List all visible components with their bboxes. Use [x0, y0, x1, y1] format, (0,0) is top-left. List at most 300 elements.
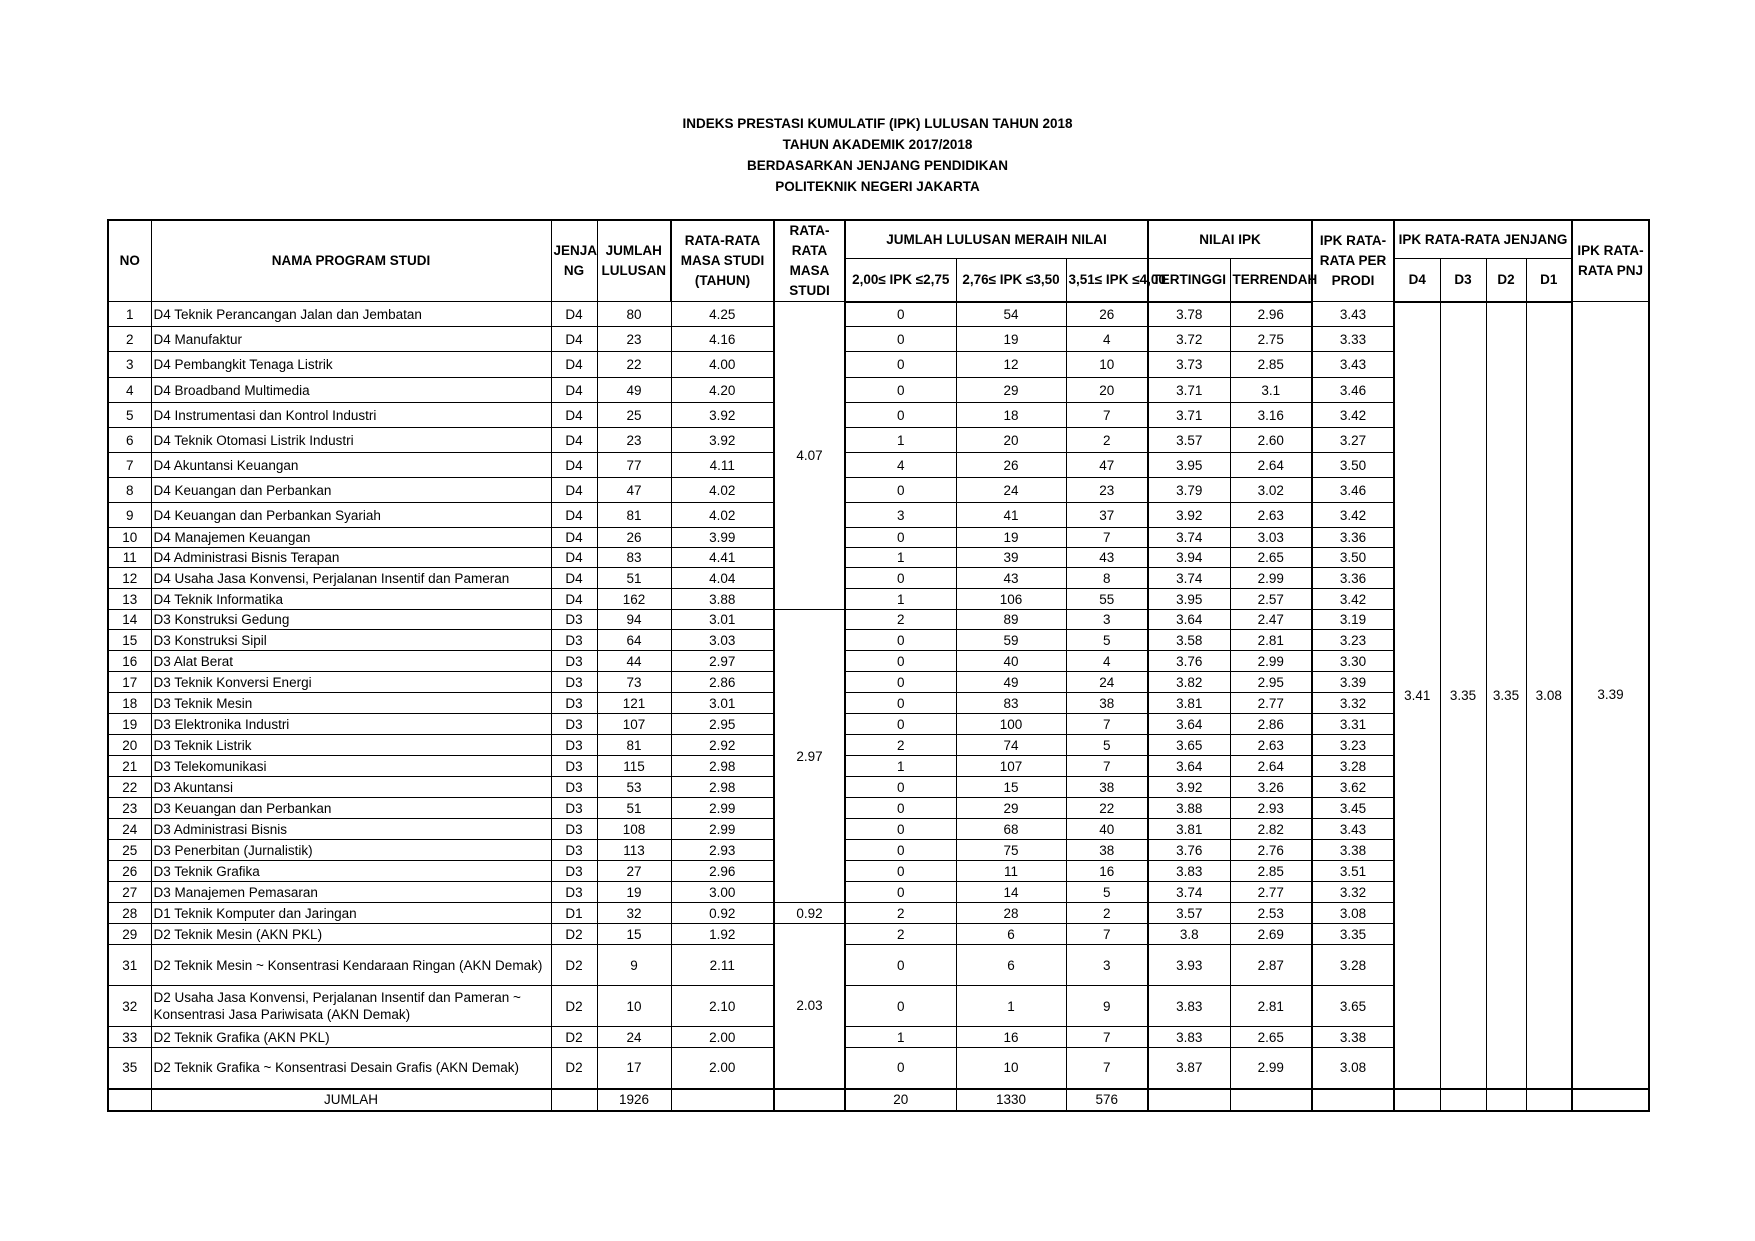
cell-r1: 1: [845, 548, 956, 568]
cell-jenjang: D3: [551, 756, 597, 777]
cell-nama-prodi: D3 Penerbitan (Jurnalistik): [151, 840, 551, 861]
cell-ipk: 3.43: [1312, 352, 1394, 378]
cell-ipk: 3.36: [1312, 568, 1394, 589]
cell-rendah: 2.75: [1230, 327, 1312, 352]
cell-rata-masa-studi: 0.92: [671, 903, 774, 924]
title-line-2: TAHUN AKADEMIK 2017/2018: [782, 137, 973, 152]
cell-jenjang: D4: [551, 428, 597, 453]
total-range-3: 576: [1066, 1089, 1148, 1111]
cell-rendah: 2.82: [1230, 819, 1312, 840]
cell-rendah: 2.65: [1230, 1027, 1312, 1048]
cell-r2: 12: [956, 352, 1066, 378]
cell-rendah: 2.47: [1230, 610, 1312, 630]
cell-r3: 7: [1066, 1027, 1148, 1048]
cell-r3: 22: [1066, 798, 1148, 819]
cell-jumlah-lulusan: 51: [597, 798, 671, 819]
cell-r1: 0: [845, 327, 956, 352]
cell-jenjang: D3: [551, 672, 597, 693]
cell-no: 19: [108, 714, 151, 735]
header-range-2: 2,76≤ IPK ≤3,50: [956, 259, 1066, 302]
title-line-4: POLITEKNIK NEGERI JAKARTA: [775, 179, 980, 194]
cell-nama-prodi: D3 Konstruksi Sipil: [151, 630, 551, 651]
cell-tinggi: 3.74: [1148, 528, 1230, 548]
cell-r1: 2: [845, 903, 956, 924]
header-terrendah: TERRENDAH: [1230, 259, 1312, 302]
cell-r3: 7: [1066, 756, 1148, 777]
cell-nama-prodi: D2 Usaha Jasa Konvensi, Perjalanan Insentif dan Pameran ~ Konsentrasi Jasa Pariwisata (AKN Demak): [151, 986, 551, 1027]
cell-r3: 5: [1066, 735, 1148, 756]
total-d2-cell: [1486, 1089, 1526, 1111]
cell-ipk-jenjang-d1: 3.08: [1526, 302, 1572, 1089]
cell-tinggi: 3.87: [1148, 1048, 1230, 1089]
cell-jumlah-lulusan: 27: [597, 861, 671, 882]
cell-rata-masa-studi: 3.01: [671, 693, 774, 714]
cell-rendah: 2.64: [1230, 453, 1312, 478]
cell-ipk: 3.28: [1312, 945, 1394, 986]
cell-jenjang: D2: [551, 924, 597, 945]
cell-r3: 4: [1066, 651, 1148, 672]
cell-rata-masa-jenjang-d3: 2.97: [774, 610, 845, 903]
cell-rendah: 2.99: [1230, 568, 1312, 589]
table-row: [108, 302, 1649, 327]
cell-r1: 0: [845, 302, 956, 327]
cell-rata-masa-studi: 3.01: [671, 610, 774, 630]
total-terrendah-cell: [1230, 1089, 1312, 1111]
cell-rata-masa-studi: 2.97: [671, 651, 774, 672]
cell-jenjang: D2: [551, 945, 597, 986]
cell-r1: 1: [845, 428, 956, 453]
cell-ipk: 3.23: [1312, 735, 1394, 756]
cell-rata-masa-studi: 4.00: [671, 352, 774, 378]
cell-jumlah-lulusan: 162: [597, 589, 671, 610]
cell-r3: 7: [1066, 528, 1148, 548]
cell-rendah: 2.86: [1230, 714, 1312, 735]
cell-r3: 37: [1066, 503, 1148, 528]
cell-rendah: 2.77: [1230, 882, 1312, 903]
cell-rendah: 3.03: [1230, 528, 1312, 548]
cell-r1: 1: [845, 589, 956, 610]
cell-r1: 0: [845, 819, 956, 840]
cell-tinggi: 3.71: [1148, 378, 1230, 403]
cell-tinggi: 3.95: [1148, 589, 1230, 610]
total-ipk-cell: [1312, 1089, 1394, 1111]
cell-tinggi: 3.78: [1148, 302, 1230, 327]
cell-rata-masa-studi: 3.88: [671, 589, 774, 610]
cell-nama-prodi: D4 Broadband Multimedia: [151, 378, 551, 403]
cell-r2: 54: [956, 302, 1066, 327]
cell-ipk: 3.65: [1312, 986, 1394, 1027]
cell-nama-prodi: D3 Akuntansi: [151, 777, 551, 798]
cell-no: 31: [108, 945, 151, 986]
cell-no: 29: [108, 924, 151, 945]
cell-jenjang: D3: [551, 735, 597, 756]
cell-r1: 4: [845, 453, 956, 478]
cell-jumlah-lulusan: 94: [597, 610, 671, 630]
cell-r2: 107: [956, 756, 1066, 777]
cell-r1: 0: [845, 630, 956, 651]
cell-ipk: 3.33: [1312, 327, 1394, 352]
cell-ipk: 3.35: [1312, 924, 1394, 945]
cell-jenjang: D4: [551, 302, 597, 327]
cell-r3: 5: [1066, 882, 1148, 903]
cell-r2: 59: [956, 630, 1066, 651]
title-line-1: INDEKS PRESTASI KUMULATIF (IPK) LULUSAN TAHUN 2018: [682, 116, 1073, 131]
cell-ipk: 3.31: [1312, 714, 1394, 735]
cell-jumlah-lulusan: 113: [597, 840, 671, 861]
cell-rendah: 2.85: [1230, 861, 1312, 882]
cell-r3: 2: [1066, 903, 1148, 924]
cell-jenjang: D4: [551, 352, 597, 378]
cell-r3: 23: [1066, 478, 1148, 503]
cell-tinggi: 3.58: [1148, 630, 1230, 651]
cell-rata-masa-jenjang-d2: 2.03: [774, 924, 845, 1089]
cell-ipk: 3.08: [1312, 1048, 1394, 1089]
cell-ipk: 3.46: [1312, 478, 1394, 503]
cell-rata-masa-studi: 2.98: [671, 756, 774, 777]
cell-ipk: 3.42: [1312, 589, 1394, 610]
cell-r2: 20: [956, 428, 1066, 453]
cell-jumlah-lulusan: 108: [597, 819, 671, 840]
cell-jumlah-lulusan: 115: [597, 756, 671, 777]
cell-jenjang: D3: [551, 630, 597, 651]
cell-ipk: 3.30: [1312, 651, 1394, 672]
cell-r3: 3: [1066, 945, 1148, 986]
total-range-1: 20: [845, 1089, 956, 1111]
header-d2: D2: [1486, 259, 1526, 302]
cell-r2: 29: [956, 798, 1066, 819]
cell-rata-masa-studi: 2.00: [671, 1027, 774, 1048]
cell-tinggi: 3.88: [1148, 798, 1230, 819]
document-title-block: [0, 113, 1755, 197]
cell-jumlah-lulusan: 22: [597, 352, 671, 378]
cell-no: 20: [108, 735, 151, 756]
cell-jenjang: D4: [551, 378, 597, 403]
cell-ipk: 3.23: [1312, 630, 1394, 651]
cell-tinggi: 3.64: [1148, 714, 1230, 735]
cell-no: 28: [108, 903, 151, 924]
cell-tinggi: 3.81: [1148, 693, 1230, 714]
cell-ipk: 3.38: [1312, 1027, 1394, 1048]
total-label: JUMLAH: [151, 1089, 551, 1111]
cell-jumlah-lulusan: 19: [597, 882, 671, 903]
cell-nama-prodi: D4 Administrasi Bisnis Terapan: [151, 548, 551, 568]
cell-rendah: 3.26: [1230, 777, 1312, 798]
header-rata-masa: RATA-RATA MASA STUDI (TAHUN): [671, 220, 774, 302]
cell-ipk: 3.19: [1312, 610, 1394, 630]
cell-no: 25: [108, 840, 151, 861]
cell-r3: 2: [1066, 428, 1148, 453]
cell-r2: 6: [956, 945, 1066, 986]
cell-ipk: 3.50: [1312, 548, 1394, 568]
cell-r3: 10: [1066, 352, 1148, 378]
cell-jenjang: D2: [551, 1048, 597, 1089]
cell-ipk: 3.32: [1312, 882, 1394, 903]
cell-r3: 7: [1066, 403, 1148, 428]
cell-r2: 1: [956, 986, 1066, 1027]
cell-r3: 24: [1066, 672, 1148, 693]
cell-r2: 19: [956, 528, 1066, 548]
cell-rata-masa-studi: 3.03: [671, 630, 774, 651]
cell-nama-prodi: D2 Teknik Mesin ~ Konsentrasi Kendaraan Ringan (AKN Demak): [151, 945, 551, 986]
cell-rata-masa-studi: 2.86: [671, 672, 774, 693]
cell-tinggi: 3.64: [1148, 610, 1230, 630]
cell-jenjang: D3: [551, 798, 597, 819]
cell-r1: 0: [845, 478, 956, 503]
header-nilai-ipk: NILAI IPK: [1148, 220, 1312, 259]
total-tertinggi-cell: [1148, 1089, 1230, 1111]
total-range-2: 1330: [956, 1089, 1066, 1111]
cell-rata-masa-studi: 2.10: [671, 986, 774, 1027]
cell-r2: 89: [956, 610, 1066, 630]
cell-no: 13: [108, 589, 151, 610]
cell-r3: 26: [1066, 302, 1148, 327]
cell-jumlah-lulusan: 17: [597, 1048, 671, 1089]
cell-rata-masa-studi: 3.99: [671, 528, 774, 548]
cell-nama-prodi: D3 Alat Berat: [151, 651, 551, 672]
cell-tinggi: 3.81: [1148, 819, 1230, 840]
cell-rendah: 2.57: [1230, 589, 1312, 610]
cell-nama-prodi: D3 Telekomunikasi: [151, 756, 551, 777]
cell-nama-prodi: D4 Teknik Perancangan Jalan dan Jembatan: [151, 302, 551, 327]
cell-nama-prodi: D4 Akuntansi Keuangan: [151, 453, 551, 478]
cell-r2: 40: [956, 651, 1066, 672]
cell-jenjang: D2: [551, 986, 597, 1027]
cell-r1: 2: [845, 924, 956, 945]
cell-ipk: 3.39: [1312, 672, 1394, 693]
cell-rendah: 2.96: [1230, 302, 1312, 327]
cell-ipk: 3.42: [1312, 503, 1394, 528]
cell-r1: 0: [845, 798, 956, 819]
cell-r2: 100: [956, 714, 1066, 735]
cell-no: 5: [108, 403, 151, 428]
header-ipk-jenjang: IPK RATA-RATA JENJANG: [1394, 220, 1572, 259]
cell-r3: 38: [1066, 693, 1148, 714]
cell-tinggi: 3.65: [1148, 735, 1230, 756]
cell-rata-masa-studi: 1.92: [671, 924, 774, 945]
cell-ipk: 3.08: [1312, 903, 1394, 924]
cell-r3: 38: [1066, 777, 1148, 798]
cell-rendah: 2.69: [1230, 924, 1312, 945]
cell-r2: 68: [956, 819, 1066, 840]
cell-tinggi: 3.95: [1148, 453, 1230, 478]
cell-no: 21: [108, 756, 151, 777]
cell-jenjang: D4: [551, 548, 597, 568]
cell-jumlah-lulusan: 77: [597, 453, 671, 478]
cell-jenjang: D2: [551, 1027, 597, 1048]
title-line-3: BERDASARKAN JENJANG PENDIDIKAN: [746, 158, 1009, 173]
cell-tinggi: 3.76: [1148, 651, 1230, 672]
cell-jenjang: D4: [551, 478, 597, 503]
cell-rata-masa-jenjang-d4: 4.07: [774, 302, 845, 610]
cell-no: 7: [108, 453, 151, 478]
cell-nama-prodi: D2 Teknik Grafika ~ Konsentrasi Desain Grafis (AKN Demak): [151, 1048, 551, 1089]
cell-ipk-pnj: 3.39: [1572, 302, 1649, 1089]
header-no: NO: [108, 220, 151, 302]
cell-jumlah-lulusan: 80: [597, 302, 671, 327]
cell-no: 17: [108, 672, 151, 693]
cell-jenjang: D3: [551, 840, 597, 861]
cell-r2: 18: [956, 403, 1066, 428]
cell-r1: 0: [845, 714, 956, 735]
cell-r3: 55: [1066, 589, 1148, 610]
total-d4-cell: [1394, 1089, 1440, 1111]
cell-jenjang: D4: [551, 403, 597, 428]
cell-r1: 0: [845, 840, 956, 861]
cell-nama-prodi: D4 Manajemen Keuangan: [151, 528, 551, 548]
cell-ipk: 3.45: [1312, 798, 1394, 819]
cell-r3: 3: [1066, 610, 1148, 630]
cell-jumlah-lulusan: 26: [597, 528, 671, 548]
cell-jenjang: D4: [551, 528, 597, 548]
cell-r1: 0: [845, 861, 956, 882]
cell-r2: 15: [956, 777, 1066, 798]
cell-tinggi: 3.74: [1148, 568, 1230, 589]
cell-r2: 49: [956, 672, 1066, 693]
cell-rendah: 3.16: [1230, 403, 1312, 428]
cell-rata-masa-studi: 2.92: [671, 735, 774, 756]
header-ipk-pnj: IPK RATA-RATA PNJ: [1572, 220, 1649, 302]
cell-jenjang: D1: [551, 903, 597, 924]
cell-rata-masa-studi: 2.99: [671, 819, 774, 840]
cell-jenjang: D3: [551, 610, 597, 630]
cell-rata-masa-studi: 2.11: [671, 945, 774, 986]
cell-ipk: 3.28: [1312, 756, 1394, 777]
cell-nama-prodi: D3 Manajemen Pemasaran: [151, 882, 551, 903]
cell-rendah: 2.76: [1230, 840, 1312, 861]
cell-rata-masa-studi: 4.25: [671, 302, 774, 327]
cell-tinggi: 3.93: [1148, 945, 1230, 986]
cell-r1: 0: [845, 568, 956, 589]
cell-jumlah-lulusan: 10: [597, 986, 671, 1027]
cell-jumlah-lulusan: 25: [597, 403, 671, 428]
cell-ipk: 3.27: [1312, 428, 1394, 453]
cell-r1: 0: [845, 1048, 956, 1089]
cell-r1: 0: [845, 882, 956, 903]
cell-no: 15: [108, 630, 151, 651]
cell-r1: 3: [845, 503, 956, 528]
total-d1-cell: [1526, 1089, 1572, 1111]
cell-tinggi: 3.71: [1148, 403, 1230, 428]
cell-r2: 41: [956, 503, 1066, 528]
cell-r3: 5: [1066, 630, 1148, 651]
cell-r1: 2: [845, 735, 956, 756]
cell-tinggi: 3.76: [1148, 840, 1230, 861]
cell-r3: 9: [1066, 986, 1148, 1027]
cell-r1: 0: [845, 777, 956, 798]
total-group-masa-cell: [774, 1089, 845, 1111]
cell-r1: 0: [845, 986, 956, 1027]
cell-ipk: 3.32: [1312, 693, 1394, 714]
cell-r3: 38: [1066, 840, 1148, 861]
cell-tinggi: 3.83: [1148, 986, 1230, 1027]
cell-ipk: 3.42: [1312, 403, 1394, 428]
cell-tinggi: 3.83: [1148, 1027, 1230, 1048]
header-jumlah-lulusan-nilai: JUMLAH LULUSAN MERAIH NILAI: [845, 220, 1148, 259]
cell-jenjang: D4: [551, 568, 597, 589]
cell-rata-masa-studi: 4.16: [671, 327, 774, 352]
cell-ipk-jenjang-d3: 3.35: [1440, 302, 1486, 1089]
header-nama: NAMA PROGRAM STUDI: [151, 220, 551, 302]
cell-tinggi: 3.8: [1148, 924, 1230, 945]
cell-nama-prodi: D3 Teknik Grafika: [151, 861, 551, 882]
cell-rendah: 2.99: [1230, 1048, 1312, 1089]
cell-rendah: 2.77: [1230, 693, 1312, 714]
cell-tinggi: 3.94: [1148, 548, 1230, 568]
cell-r3: 7: [1066, 924, 1148, 945]
cell-nama-prodi: D3 Keuangan dan Perbankan: [151, 798, 551, 819]
cell-r2: 10: [956, 1048, 1066, 1089]
cell-rendah: 2.81: [1230, 986, 1312, 1027]
cell-no: 16: [108, 651, 151, 672]
cell-jumlah-lulusan: 23: [597, 428, 671, 453]
cell-r1: 2: [845, 610, 956, 630]
cell-nama-prodi: D4 Keuangan dan Perbankan: [151, 478, 551, 503]
cell-r2: 6: [956, 924, 1066, 945]
header-jumlah: JUMLAH LULUSAN: [597, 220, 671, 302]
cell-r2: 28: [956, 903, 1066, 924]
cell-tinggi: 3.79: [1148, 478, 1230, 503]
cell-jumlah-lulusan: 107: [597, 714, 671, 735]
cell-r3: 43: [1066, 548, 1148, 568]
cell-no: 35: [108, 1048, 151, 1089]
cell-nama-prodi: D4 Teknik Otomasi Listrik Industri: [151, 428, 551, 453]
cell-rendah: 2.93: [1230, 798, 1312, 819]
cell-nama-prodi: D3 Teknik Mesin: [151, 693, 551, 714]
cell-r1: 0: [845, 693, 956, 714]
cell-jenjang: D3: [551, 882, 597, 903]
cell-jenjang: D4: [551, 453, 597, 478]
cell-nama-prodi: D4 Keuangan dan Perbankan Syariah: [151, 503, 551, 528]
cell-rata-masa-studi: 2.99: [671, 798, 774, 819]
cell-ipk: 3.51: [1312, 861, 1394, 882]
cell-no: 3: [108, 352, 151, 378]
header-d4: D4: [1394, 259, 1440, 302]
total-jenjang-cell: [551, 1089, 597, 1111]
cell-rendah: 2.63: [1230, 735, 1312, 756]
total-d3-cell: [1440, 1089, 1486, 1111]
cell-rendah: 2.87: [1230, 945, 1312, 986]
cell-no: 6: [108, 428, 151, 453]
header-range-1: 2,00≤ IPK ≤2,75: [845, 259, 956, 302]
cell-r2: 14: [956, 882, 1066, 903]
cell-ipk: 3.46: [1312, 378, 1394, 403]
cell-nama-prodi: D4 Teknik Informatika: [151, 589, 551, 610]
cell-ipk: 3.50: [1312, 453, 1394, 478]
cell-jumlah-lulusan: 81: [597, 503, 671, 528]
cell-jenjang: D3: [551, 861, 597, 882]
cell-r2: 11: [956, 861, 1066, 882]
cell-rata-masa-studi: 3.92: [671, 403, 774, 428]
cell-no: 26: [108, 861, 151, 882]
cell-r2: 39: [956, 548, 1066, 568]
cell-r3: 7: [1066, 1048, 1148, 1089]
cell-jenjang: D3: [551, 714, 597, 735]
header-tertinggi: TERTINGGI: [1148, 259, 1230, 302]
cell-r2: 29: [956, 378, 1066, 403]
cell-no: 23: [108, 798, 151, 819]
cell-no: 14: [108, 610, 151, 630]
cell-rendah: 3.1: [1230, 378, 1312, 403]
cell-rata-masa-studi: 4.02: [671, 503, 774, 528]
cell-jenjang: D3: [551, 651, 597, 672]
cell-ipk: 3.43: [1312, 819, 1394, 840]
cell-ipk: 3.36: [1312, 528, 1394, 548]
cell-jumlah-lulusan: 83: [597, 548, 671, 568]
cell-no: 9: [108, 503, 151, 528]
ipk-table: [107, 219, 1650, 1112]
header-ipk-prodi: IPK RATA-RATA PER PRODI: [1312, 220, 1394, 302]
cell-r2: 16: [956, 1027, 1066, 1048]
